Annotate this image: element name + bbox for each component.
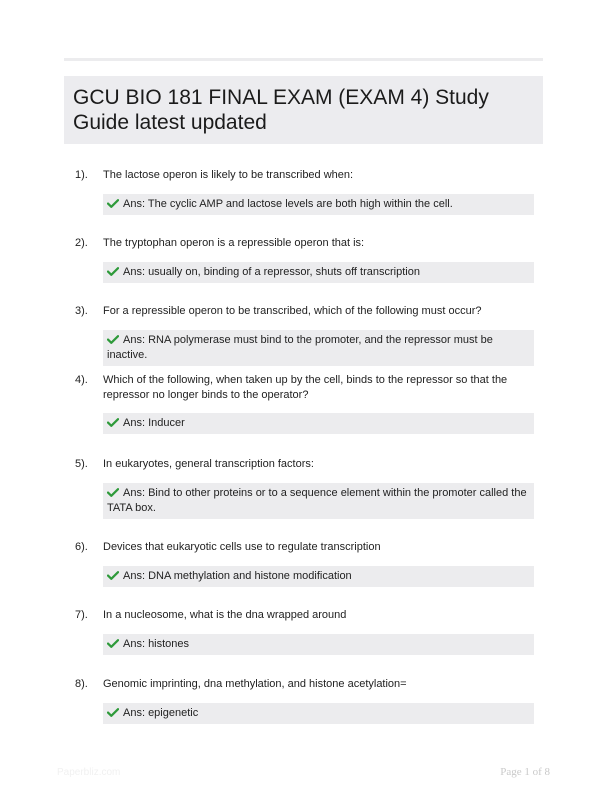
check-icon	[107, 199, 119, 208]
top-divider	[64, 58, 543, 61]
check-icon	[107, 267, 119, 276]
answer-text: Ans: usually on, binding of a repressor, shuts off transcription	[123, 266, 420, 278]
question-text: For a repressible operon to be transcribed, which of the following must occur?	[103, 305, 482, 317]
question-number: 5).	[75, 458, 88, 470]
answer-text: Ans: epigenetic	[123, 707, 199, 719]
check-icon	[107, 335, 119, 344]
question-number: 1).	[75, 169, 88, 181]
answer-text: Ans: RNA polymerase must bind to the promoter, and the repressor must be inactive.	[107, 334, 493, 361]
answer-text: Ans: Inducer	[123, 417, 185, 429]
question-text: Genomic imprinting, dna methylation, and histone acetylation=	[103, 678, 407, 690]
answer-box	[103, 413, 534, 434]
question-text: The tryptophan operon is a repressible operon that is:	[103, 237, 365, 249]
answer-text: Ans: The cyclic AMP and lactose levels are both high within the cell.	[123, 198, 453, 210]
question-number: 8).	[75, 678, 88, 690]
answer-text: Ans: histones	[123, 638, 190, 650]
question-text: The lactose operon is likely to be transcribed when:	[103, 169, 354, 181]
answer-box	[103, 330, 534, 366]
answer-box	[103, 262, 534, 283]
answer-box	[103, 634, 534, 655]
question-number: 6).	[75, 541, 88, 553]
check-icon	[107, 571, 119, 580]
footer-watermark: Paperbliz.com	[57, 767, 121, 778]
check-icon	[107, 418, 119, 427]
question-number: 4).	[75, 374, 88, 386]
check-icon	[107, 708, 119, 717]
answer-box	[103, 703, 534, 724]
question-text: In a nucleosome, what is the dna wrapped around	[103, 609, 347, 621]
check-icon	[107, 488, 119, 497]
check-icon	[107, 639, 119, 648]
answer-box	[103, 194, 534, 215]
question-text: In eukaryotes, general transcription factors:	[103, 458, 314, 470]
question-number: 2).	[75, 237, 88, 249]
title-banner	[64, 76, 543, 144]
answer-text: Ans: Bind to other proteins or to a sequence element within the promoter called the TATA box.	[107, 487, 527, 514]
answer-box	[103, 483, 534, 519]
page-indicator: Page 1 of 8	[500, 766, 550, 778]
document-title: GCU BIO 181 FINAL EXAM (EXAM 4) Study Guide latest updated	[73, 86, 489, 134]
answer-box	[103, 566, 534, 587]
question-text: Devices that eukaryotic cells use to regulate transcription	[103, 541, 381, 553]
answer-text: Ans: DNA methylation and histone modification	[123, 570, 352, 582]
question-text: Which of the following, when taken up by the cell, binds to the repressor so that the repressor no longer binds to the operator?	[103, 374, 508, 401]
question-number: 7).	[75, 609, 88, 621]
question-number: 3).	[75, 305, 88, 317]
